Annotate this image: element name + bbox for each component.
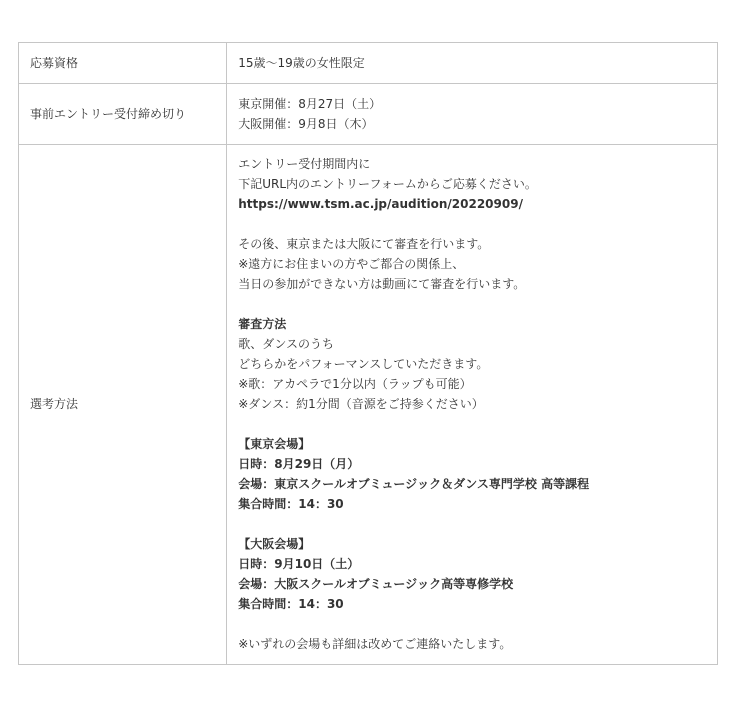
row-value — [227, 43, 718, 84]
value-line: 大阪開催：9月8日（木） — [238, 117, 374, 131]
value-line: 当日の参加ができない方は動画にて審査を行います。 — [238, 277, 526, 291]
value-line: 日時：9月10日（土） — [238, 557, 360, 571]
value-line: 東京開催：8月27日（土） — [238, 97, 382, 111]
value-line: 審査方法 — [238, 317, 287, 331]
table-row-eligibility — [19, 43, 718, 84]
value-line: どちらかをパフォーマンスしていただきます。 — [238, 357, 489, 371]
blank-line — [238, 414, 706, 434]
row-label: 選考方法 — [19, 145, 227, 665]
value-line: その後、東京または大阪にて審査を行います。 — [238, 237, 490, 251]
blank-line — [238, 614, 706, 634]
info-table — [18, 42, 718, 665]
row-value — [227, 84, 718, 145]
table-row-selection-method — [19, 145, 718, 665]
value-line: ※歌：アカペラで1分以内（ラップも可能） — [238, 377, 472, 391]
value-line: 集合時間：14：30 — [238, 497, 344, 511]
blank-line — [238, 514, 706, 534]
value-line: エントリー受付期間内に — [238, 157, 371, 171]
value-line: ※遠方にお住まいの方やご都合の関係上、 — [238, 257, 465, 271]
value-line: 歌、ダンスのうち — [238, 337, 335, 351]
value-line: https://www.tsm.ac.jp/audition/20220909/ — [238, 197, 523, 211]
table-row-entry-deadline — [19, 84, 718, 145]
value-line: 集合時間：14：30 — [238, 597, 344, 611]
value-line: 日時：8月29日（月） — [238, 457, 360, 471]
value-line: 下記URL内のエントリーフォームからご応募ください。 — [238, 177, 537, 191]
info-table-body — [19, 43, 718, 665]
value-line: ※いずれの会場も詳細は改めてご連絡いたします。 — [238, 637, 512, 651]
blank-line — [238, 294, 706, 314]
value-line: 会場：東京スクールオブミュージック＆ダンス専門学校 高等課程 — [238, 477, 590, 491]
row-value — [227, 145, 718, 665]
value-line: 会場：大阪スクールオブミュージック高等専修学校 — [238, 577, 514, 591]
value-line: 【東京会場】 — [238, 437, 311, 451]
row-label: 事前エントリー受付締め切り — [19, 84, 227, 145]
blank-line — [238, 214, 706, 234]
value-line: 15歳〜19歳の女性限定 — [238, 56, 365, 70]
value-line: ※ダンス：約1分間（音源をご持参ください） — [238, 397, 484, 411]
value-line: 【大阪会場】 — [238, 537, 311, 551]
row-label: 応募資格 — [19, 43, 227, 84]
